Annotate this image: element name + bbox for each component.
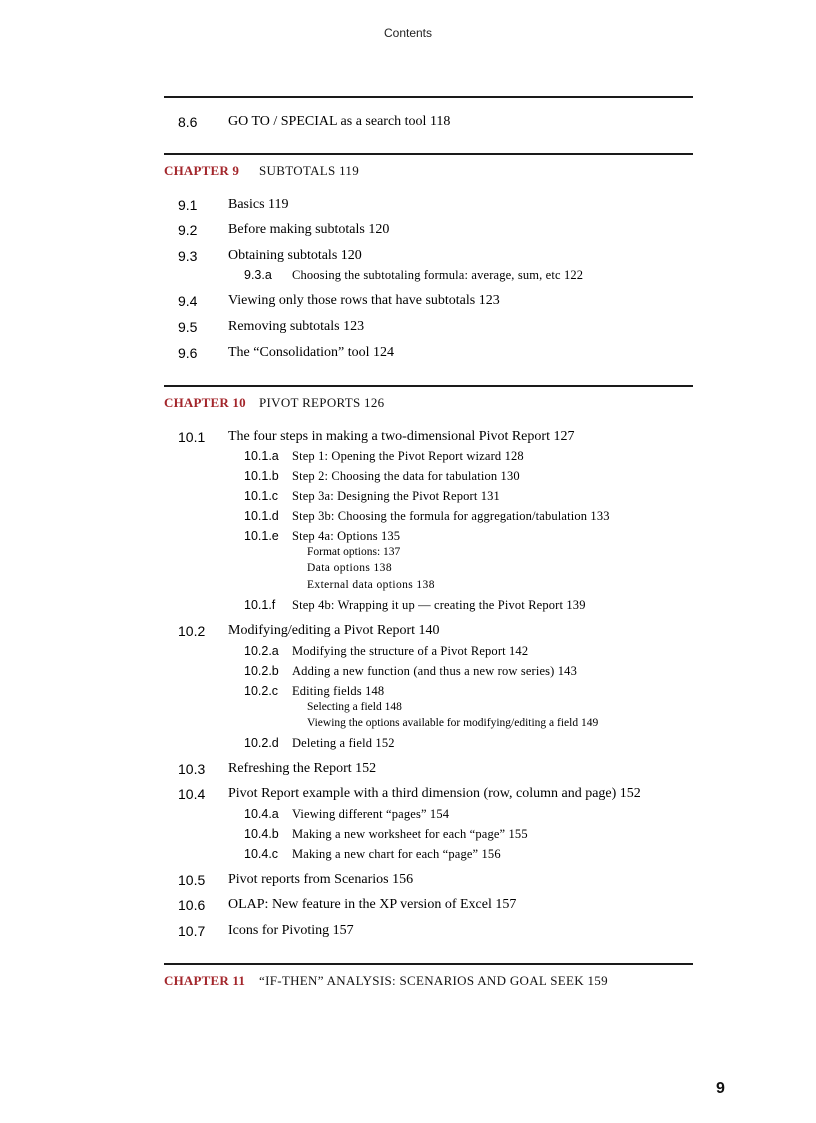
toc-entry-number: 10.2.c — [244, 684, 279, 698]
chapter-title: “IF-THEN” ANALYSIS: SCENARIOS AND GOAL SEEK 159 — [259, 973, 608, 988]
toc-entry-number: 10.2 — [178, 623, 206, 639]
toc-entry-number: 8.6 — [178, 114, 198, 130]
toc-entry-number: 10.4.b — [244, 827, 279, 841]
toc-entry-number: 9.4 — [178, 293, 198, 309]
toc-entry-number: 10.1.e — [244, 529, 279, 543]
running-header: Contents — [383, 26, 433, 40]
toc-entry-number: 10.5 — [178, 872, 206, 888]
toc-entry-number: 9.6 — [178, 345, 198, 361]
chapter-title: SUBTOTALS 119 — [259, 163, 360, 178]
toc-entry-text: Viewing different “pages” 154 — [292, 807, 450, 821]
toc-entry-text: Choosing the subtotaling formula: average, sum, etc 122 — [292, 268, 584, 282]
chapter-title: PIVOT REPORTS 126 — [259, 395, 385, 410]
toc-entry-text: Modifying/editing a Pivot Report 140 — [228, 623, 440, 638]
toc-entry-number: 10.4 — [178, 786, 206, 802]
toc-entry-text: Data options 138 — [307, 562, 392, 574]
toc-entry-text: Deleting a field 152 — [292, 736, 395, 750]
toc-entry-text: Making a new chart for each “page” 156 — [292, 847, 501, 861]
toc-entry-text: Step 4a: Options 135 — [292, 529, 401, 543]
chapter-rule — [164, 963, 693, 965]
toc-entry-number: 10.2.b — [244, 664, 279, 678]
toc-entry-text: The “Consolidation” tool 124 — [228, 345, 395, 360]
page-number: 9 — [716, 1080, 725, 1097]
toc-entry-text: Before making subtotals 120 — [228, 222, 390, 237]
toc-entry-text: Step 1: Opening the Pivot Report wizard 128 — [292, 449, 524, 463]
toc-entry-number: 10.1.d — [244, 509, 279, 523]
chapter-label: CHAPTER 9 — [164, 163, 240, 178]
toc-entry-text: Making a new worksheet for each “page” 155 — [292, 827, 528, 841]
toc-entry-text: The four steps in making a two-dimensional Pivot Report 127 — [228, 429, 575, 444]
toc-entry-text: External data options 138 — [307, 579, 435, 591]
toc-entry-number: 10.1 — [178, 429, 206, 445]
toc-entry-text: Removing subtotals 123 — [228, 319, 365, 334]
toc-entry-text: Viewing only those rows that have subtotals 123 — [228, 293, 500, 308]
toc-entry-text: Step 3a: Designing the Pivot Report 131 — [292, 489, 500, 503]
toc-entry-text: Format options: 137 — [307, 546, 401, 558]
toc-entry-number: 10.1.f — [244, 598, 276, 612]
toc-entry-text: Icons for Pivoting 157 — [228, 923, 354, 938]
toc-entry-number: 10.6 — [178, 897, 206, 913]
toc-entry-number: 10.1.c — [244, 489, 279, 503]
chapter-label: CHAPTER 10 — [164, 395, 246, 410]
toc-entry-number: 9.5 — [178, 319, 198, 335]
toc-entry-text: Step 3b: Choosing the formula for aggregation/tabulation 133 — [292, 509, 610, 523]
toc-entry-number: 9.3 — [178, 248, 198, 264]
toc-entry-number: 10.1.b — [244, 469, 279, 483]
toc-entry-text: Obtaining subtotals 120 — [228, 248, 362, 263]
toc-entry-text: Pivot reports from Scenarios 156 — [228, 872, 414, 887]
toc-entry-number: 10.2.d — [244, 736, 279, 750]
toc-entry-text: Step 4b: Wrapping it up — creating the Pivot Report 139 — [292, 598, 586, 612]
toc-entry-text: Viewing the options available for modifying/editing a field 149 — [307, 717, 599, 729]
toc-entry-number: 10.7 — [178, 923, 206, 939]
toc-entry-text: Adding a new function (and thus a new row series) 143 — [292, 664, 577, 678]
toc-entry-text: Basics 119 — [228, 197, 289, 212]
toc-entry-text: Pivot Report example with a third dimension (row, column and page) 152 — [228, 786, 641, 801]
toc-entry-number: 9.3.a — [244, 268, 272, 282]
chapter-rule — [164, 385, 693, 387]
toc-entry-number: 10.3 — [178, 761, 206, 777]
toc-entry-text: Refreshing the Report 152 — [228, 761, 377, 776]
toc-entry-text: OLAP: New feature in the XP version of Excel 157 — [228, 897, 517, 912]
toc-entry-number: 10.4.a — [244, 807, 279, 821]
toc-entry-number: 10.4.c — [244, 847, 279, 861]
toc-entry-number: 9.1 — [178, 197, 198, 213]
toc-entry-text: Modifying the structure of a Pivot Report 142 — [292, 644, 529, 658]
toc-entry-number: 10.1.a — [244, 449, 279, 463]
toc-entry-number: 9.2 — [178, 222, 198, 238]
chapter-label: CHAPTER 11 — [164, 973, 246, 988]
section-rule — [164, 96, 693, 98]
toc-entry-text: Selecting a field 148 — [307, 701, 402, 713]
toc-entry-text: Step 2: Choosing the data for tabulation 130 — [292, 469, 520, 483]
toc-entry-text: Editing fields 148 — [292, 684, 385, 698]
toc-entry-text: GO TO / SPECIAL as a search tool 118 — [228, 114, 451, 129]
toc-entry-number: 10.2.a — [244, 644, 279, 658]
chapter-rule — [164, 153, 693, 155]
